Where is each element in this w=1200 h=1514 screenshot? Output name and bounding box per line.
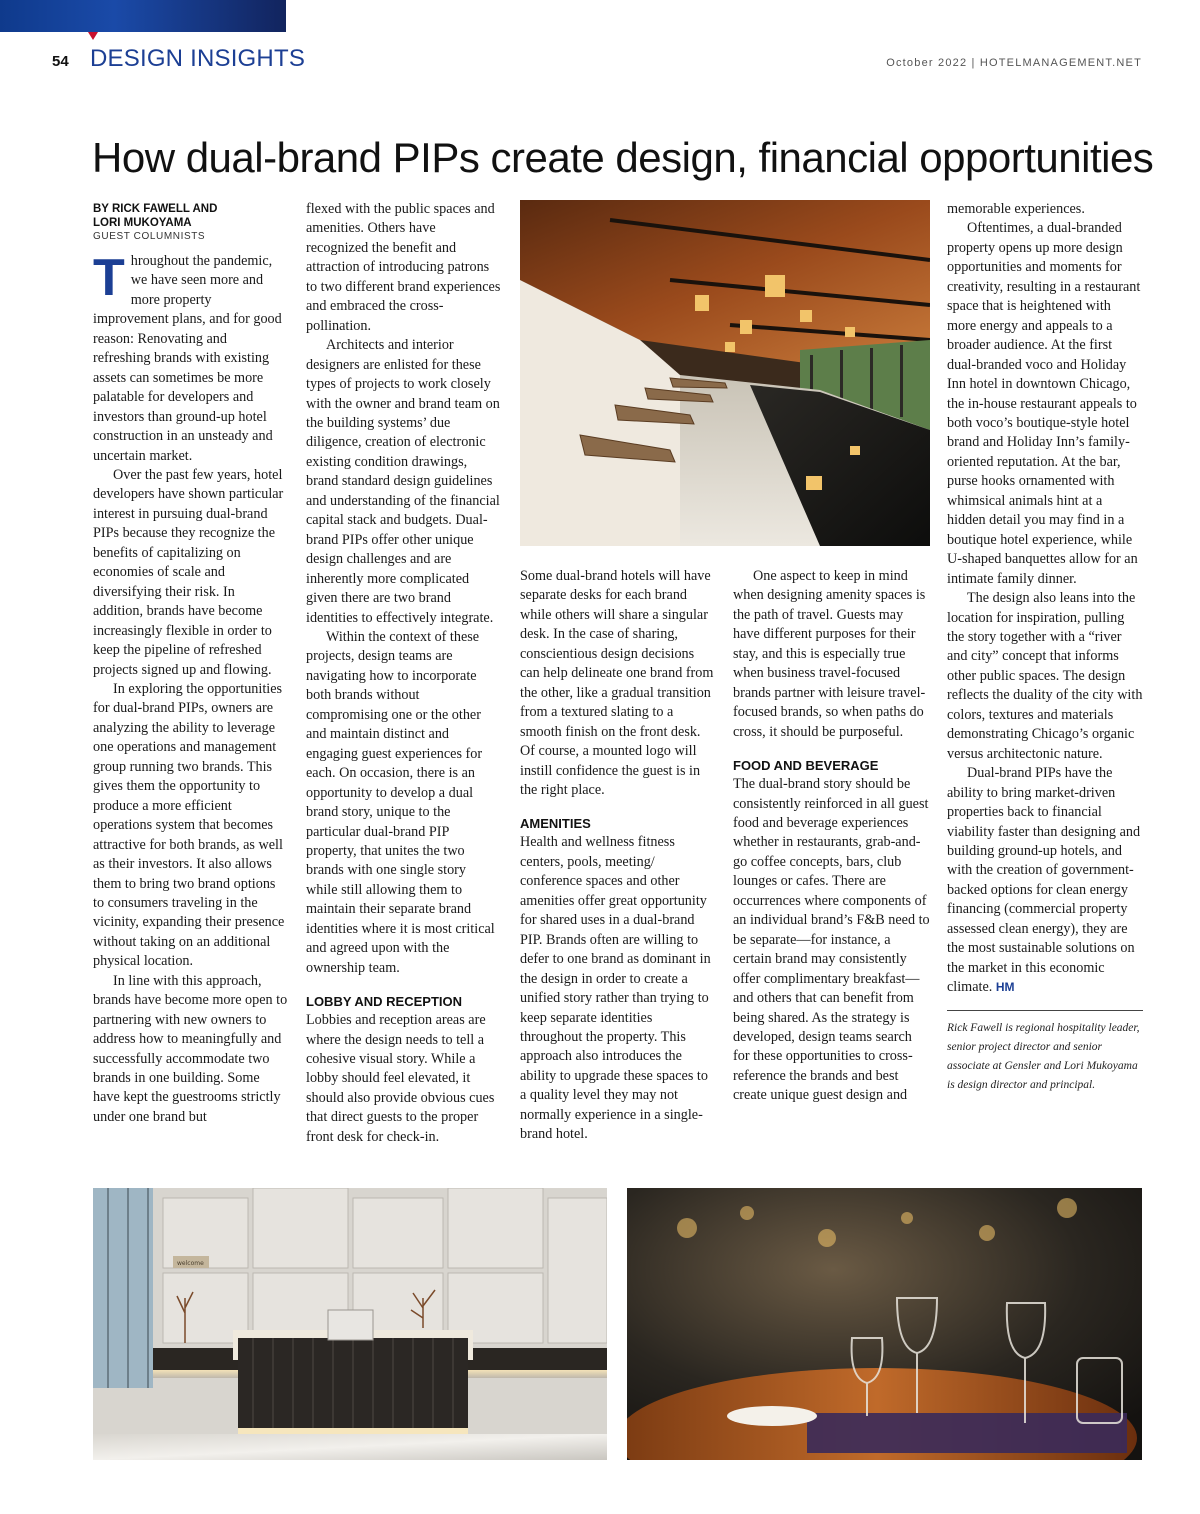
paragraph: Health and wellness fitness centers, pools, meeting/ conference spaces and other amenities offer great opportunity for shared uses in a dual-brand PIP. Brands often are willing to defer to one brand as dominant in the design in order to create a unified story rather than trying to keep separate identities throughout the property. This approach also introduces the ability to upgrade these spaces to a quality level they may not normally experience in a single-brand hotel. — [520, 834, 711, 1143]
paragraph: Lobbies and reception areas are where the design needs to tell a cohesive visual story. While a lobby should feel elevated, it should also provide obvious cues that direct guests to the proper front desk for check-in. — [306, 1012, 495, 1145]
article-column-4 — [733, 567, 930, 1173]
restaurant-photo-illustration — [627, 1188, 1142, 1460]
paragraph: One aspect to keep in mind when designing amenity spaces is the path of travel. Guests may have different purposes for their stay, and this is especially true when business travel-focused brands partner with leisure travel-focused brands, so when paths do cross, it should be purposeful. — [733, 568, 926, 740]
paragraph: Architects and interior designers are enlisted for these types of projects to work closely with the owner and brand team on the building systems’ due diligence, creation of electronic existing condition drawings, brand standard design guidelines and understanding of the financial capital stack and budgets. Dual-brand PIPs offer other unique design challenges and are inherently more complicated given there are two brand identities to effectively integrate. — [306, 337, 500, 626]
byline-line-2: LORI MUKOYAMA — [93, 217, 192, 229]
byline-line-1: BY RICK FAWELL AND — [93, 203, 218, 215]
subhead-lobby: LOBBY AND RECEPTION — [306, 994, 463, 1010]
paragraph: Some dual-brand hotels will have separate desks for each brand while others will share a singular desk. In the case of sharing, conscientious design decisions can help delineate one brand from the other, like a gradual transition from a textured slating to a smooth finish on the front desk. Of course, a mounted logo will instill confidence the guest is in the right place. — [520, 568, 714, 798]
paragraph: The dual-brand story should be consistently reinforced in all guest food and beverage experiences whether in restaurants, grab-and-go coffee concepts, bars, club lounges or cafes. There are occurrences where components of an individual brand’s F&B need to be separate—for instance, a certain brand may consistently offer complimentary breakfast—and others that can benefit from being shared. As the strategy is developed, design teams search for these opportunities to cross-reference the brands and best create unique guest design and — [733, 776, 930, 1104]
pool-photo — [520, 200, 930, 546]
pool-photo-illustration — [520, 200, 930, 546]
paragraph: Over the past few years, hotel developers have shown particular interest in pursuing dual-brand PIPs because they recognize the benefits of capitalizing on economies of scale and diversifying their risk. In addition, brands have become increasingly flexible in order to keep the pipeline of refreshed projects signed up and flowing. — [93, 466, 284, 678]
article-column-3 — [520, 567, 715, 1173]
article-column-2 — [306, 200, 501, 1172]
byline-role: GUEST COLUMNISTS — [93, 231, 206, 242]
header-color-bar — [0, 0, 286, 32]
paragraph: memorable experiences. — [947, 201, 1085, 217]
section-title: DESIGN INSIGHTS — [90, 45, 306, 72]
restaurant-photo — [627, 1188, 1142, 1460]
article-headline: How dual-brand PIPs create design, financial opportunities — [92, 134, 1154, 181]
drop-cap: T — [93, 249, 125, 307]
author-bio: Rick Fawell is regional hospitality leader, senior project director and senior associate at Gensler and Lori Mukoyama is design director and principal. — [947, 1021, 1140, 1091]
paragraph: The design also leans into the location for inspiration, pulling the story together with a “river and city” concept that informs other public spaces. The design reflects the duality of the city with colors, textures and materials demonstrating Chicago’s organic versus architectonic nature. — [947, 590, 1143, 762]
article-column-5 — [947, 200, 1143, 1175]
signoff-mark: HM — [995, 980, 1015, 995]
bio-divider — [947, 1010, 1143, 1011]
header-red-marker — [88, 32, 98, 40]
paragraph: Within the context of these projects, design teams are navigating how to incorporate both brands without compromising one or the other and maintain distinct and engaging guest experiences for each. On occasion, there is an opportunity to develop a dual brand story, unique to the particular dual-brand PIP property, that unites the two brands with one single story while still allowing them to maintain their separate brand identities where it is most critical and agreed upon with the ownership team. — [306, 628, 495, 976]
lobby-photo-illustration — [93, 1188, 607, 1460]
paragraph: flexed with the public spaces and amenities. Others have recognized the benefit and attraction of introducing patrons to two different brand experiences and embraced the cross-pollination. — [306, 201, 501, 334]
paragraph: In exploring the opportunities for dual-brand PIPs, owners are analyzing the ability to leverage one operations and management group running two brands. This gives them the opportunity to produce a more efficient operations system that becomes attractive for both brands, as well as their investors. It also allows them to bring two brand options to consumers traveling in the vicinity, expanding their presence without taking on an additional physical location. — [93, 680, 285, 970]
lobby-photo — [93, 1188, 607, 1460]
lobby-welcome-sign: welcome — [177, 1260, 204, 1267]
paragraph: Oftentimes, a dual-branded property opens up more design opportunities and moments for creativity, resulting in a restaurant space that is heightened with more energy and appeals to a broader audience. At the first dual-branded voco and Holiday Inn hotel in downtown Chicago, the in-house restaurant appeals to both voco’s boutique-style hotel brand and Holiday Inn’s family-oriented reputation. At the bar, purse hooks ornamented with whimsical animals hint at a hidden detail you may find in a boutique hotel experience, while U-shaped banquettes allow for an intimate family dinner. — [947, 220, 1141, 587]
article-column-1 — [93, 202, 288, 1172]
issue-info: October 2022 | HOTELMANAGEMENT.NET — [886, 57, 1142, 69]
paragraph: In line with this approach, brands have become more open to partnering with new owners to address how to meaningfully and successfully accommodate two brands in one building. Some have kept the guestrooms strictly under one brand but — [93, 972, 288, 1125]
paragraph: Throughout the pandemic, we have seen more and more property improvement plans, and for good reason: Renovating and refreshing brands with existing assets can sometimes be more palatable for developers and investors than ground-up hotel construction in an unsteady and uncertain market. — [93, 249, 282, 464]
subhead-amenities: AMENITIES — [520, 816, 591, 832]
page-number: 54 — [52, 53, 69, 70]
subhead-food-beverage: FOOD AND BEVERAGE — [733, 758, 879, 774]
paragraph: Dual-brand PIPs have the ability to bring market-driven properties back to financial viability faster than designing and building ground-up hotels, and with the creation of government-backed options for clean energy financing (commercial property assessed clean energy), they are the most sustainable solutions on the market in this economic climate. HM — [947, 765, 1141, 996]
